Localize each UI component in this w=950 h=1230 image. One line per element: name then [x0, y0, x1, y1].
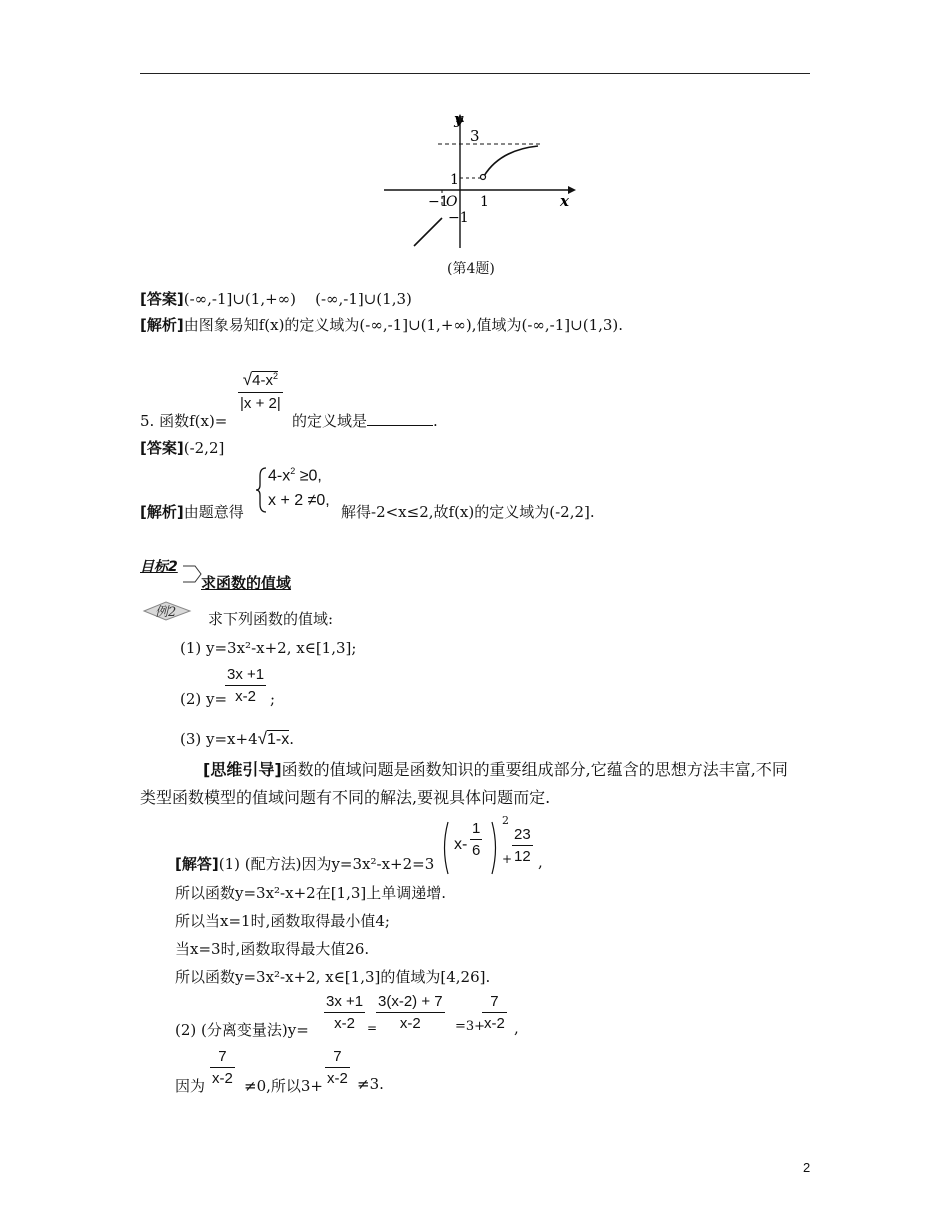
q5-prefix: 5. 函数f(x)=	[140, 412, 228, 430]
left-paren-icon	[440, 820, 450, 876]
q5-answer	[140, 437, 224, 458]
analysis-tag: [解析]	[140, 316, 184, 334]
goal-title: 求函数的值域	[201, 574, 292, 592]
one-sixth-fraction: 1 6	[472, 820, 481, 859]
example-prompt: 求下列函数的值域:	[208, 610, 334, 628]
origin-label: O	[446, 194, 458, 210]
solution-line-3: 所以当x=1时,函数取得最小值4;	[175, 912, 390, 930]
solution-part-3-end: ≠3.	[357, 1075, 384, 1093]
guide-line-2: 类型函数模型的值域问题有不同的解法,要视具体问题而定.	[140, 788, 551, 807]
brace-icon	[256, 466, 268, 514]
example-item-2-fraction: 3x +1 x-2	[227, 666, 265, 705]
solution-part-2-lead: (2) (分离变量法)y=	[175, 1021, 309, 1039]
system-line-2: x + 2 ≠0,	[268, 492, 330, 509]
example-item-2-end: ;	[270, 690, 276, 708]
solution-line-1: [解答](1) (配方法)因为y=3x²-x+2=3	[175, 855, 435, 873]
q5-suffix: 的定义域是 .	[292, 412, 438, 430]
example-badge: 例2	[155, 605, 177, 620]
answer-blank	[367, 411, 433, 426]
header-rule	[140, 73, 810, 74]
analysis-tag: [解析]	[140, 503, 184, 521]
solution-line-1-end: ,	[538, 853, 543, 871]
x-axis-arrow-icon	[568, 186, 576, 194]
example-item-1: (1) y=3x²-x+2, x∈[1,3];	[180, 639, 357, 657]
x-label: x	[560, 192, 569, 210]
analysis-text: 由图象易知f(x)的定义域为(-∞,-1]∪(1,+∞),值域为(-∞,-1]∪(1,3).	[183, 316, 624, 334]
goal-header	[140, 556, 178, 576]
frac-7-over-x2-a: 7 x-2	[212, 1048, 233, 1087]
function-graph	[380, 108, 580, 250]
right-paren-icon	[490, 820, 500, 876]
q4-analysis	[140, 314, 623, 335]
example-item-2-prefix: (2) y=	[180, 690, 228, 708]
solution-line-2: 所以函数y=3x²-x+2在[1,3]上单调递增.	[175, 884, 447, 902]
answer-tag: [答案]	[140, 290, 184, 308]
23-12-fraction: 23 12	[514, 826, 531, 865]
solution-line-5: 所以函数y=3x²-x+2, x∈[1,3]的值域为[4,26].	[175, 968, 491, 986]
answer-text: (-∞,-1]∪(1,+∞) (-∞,-1]∪(1,3)	[183, 290, 412, 308]
frac-7-over-x2: 7 x-2	[484, 993, 505, 1032]
tick-1x: 1	[480, 194, 489, 210]
tick-3: 3	[470, 127, 480, 145]
square-inner: x-	[454, 836, 468, 853]
example-item-3: (3) y=x+4√1-x.	[180, 729, 294, 748]
system-line-1: $4-x^2 \ge 0$,	[268, 466, 322, 485]
q5-fraction	[238, 370, 283, 412]
solution-part-3-lead: 因为	[175, 1077, 206, 1095]
goal-tag: 目标2	[140, 559, 178, 575]
solution-part-2-end: ,	[514, 1019, 519, 1037]
solution-part-3-mid: ≠0,所以3+	[244, 1077, 323, 1095]
q5-numerator: $√4-x^2$	[242, 370, 278, 389]
frac-3x2plus7-over-x2: 3(x-2) + 7 x-2	[378, 993, 443, 1032]
q4-answer	[140, 288, 412, 309]
frac-3x1-over-x2: 3x +1 x-2	[326, 993, 364, 1032]
equals-sign: =	[367, 1021, 378, 1035]
answer-text: (-2,2]	[183, 439, 225, 457]
square-exponent: 2	[502, 814, 509, 827]
guide-line-1: [思维引导]函数的值域问题是函数知识的重要组成部分,它蕴含的思想方法丰富,不同	[203, 760, 788, 779]
open-point-icon	[481, 175, 486, 180]
goal-arrow-icon	[181, 562, 203, 586]
plus-sign: +	[502, 852, 513, 866]
page-number: 2	[803, 1160, 811, 1175]
frac-7-over-x2-b: 7 x-2	[327, 1048, 348, 1087]
tick-1y: 1	[450, 172, 459, 188]
tick-neg1x: −1	[428, 194, 449, 210]
equals-three-plus: =3+	[455, 1019, 486, 1034]
q5-analysis-rest: 解得-2<x≤2,故f(x)的定义域为(-2,2].	[341, 503, 595, 521]
right-branch	[484, 146, 538, 176]
y-label: y	[454, 110, 463, 128]
solution-line-4: 当x=3时,函数取得最大值26.	[175, 940, 370, 958]
graph-caption: (第4题)	[447, 261, 495, 277]
tick-neg1y: −1	[448, 210, 469, 226]
left-branch	[414, 218, 442, 246]
answer-tag: [答案]	[140, 439, 184, 457]
q5-analysis-lead: [解析]由题意得	[140, 503, 244, 521]
q5-denominator: |x + 2|	[240, 395, 281, 412]
